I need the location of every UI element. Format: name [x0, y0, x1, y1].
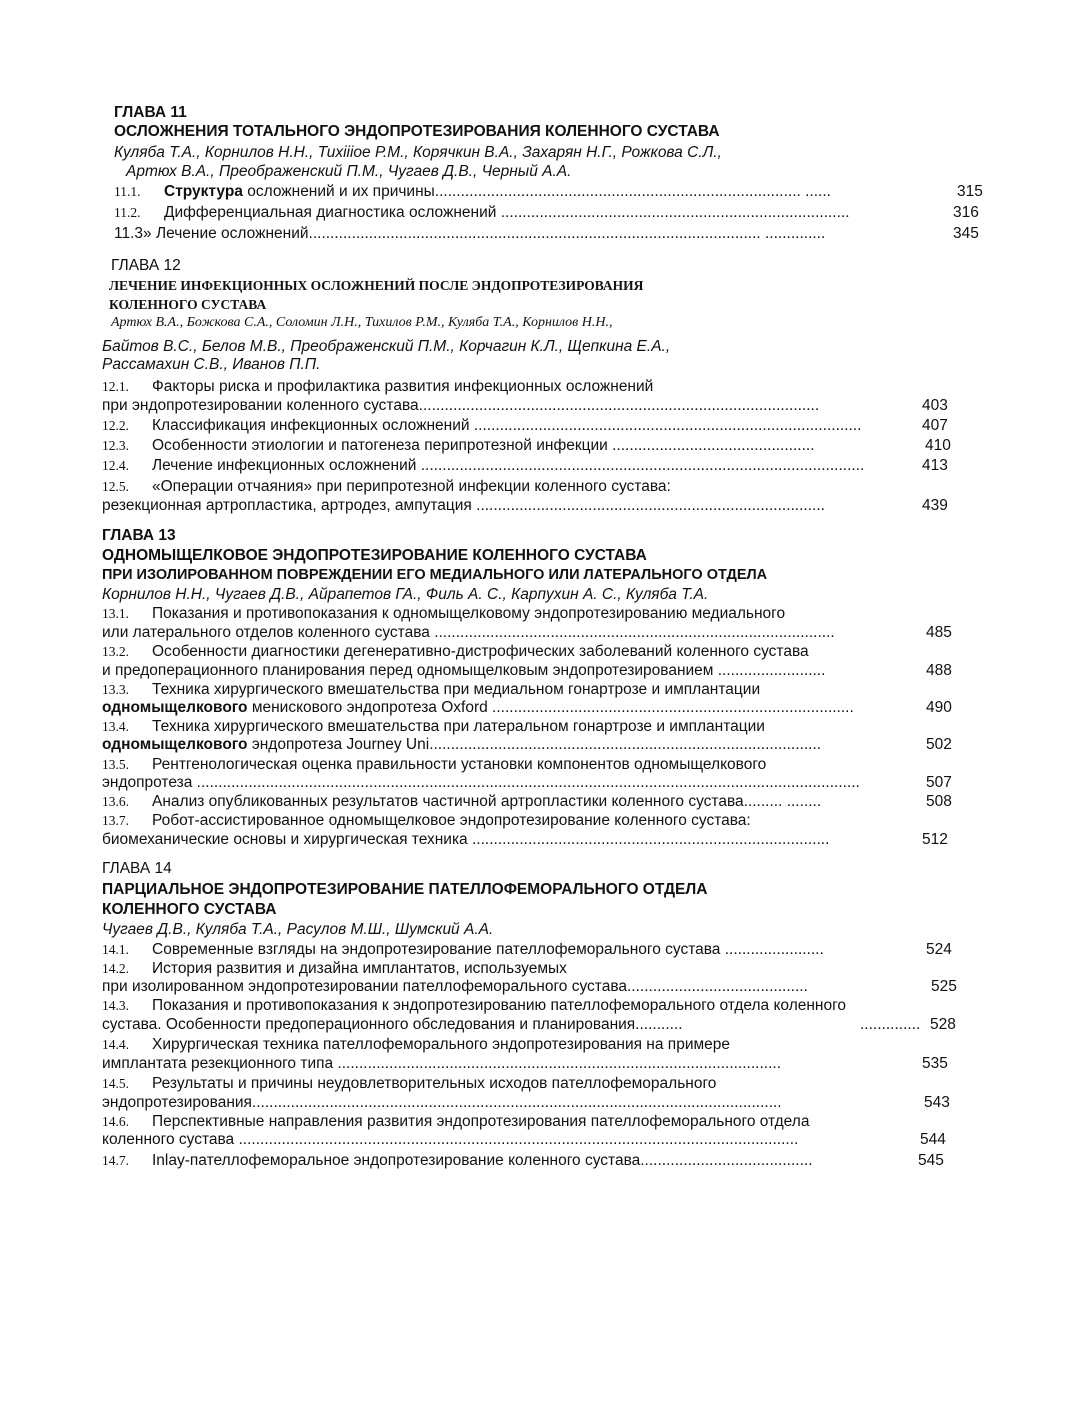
toc-entry-13-7 [102, 811, 751, 830]
chapter-14-label: ГЛАВА 14 [102, 860, 172, 877]
toc-page-11-3: 345 [953, 225, 979, 242]
toc-entry-14-5 [102, 1074, 716, 1093]
entry-bold-text: одномыщелкового [102, 699, 248, 716]
toc-entry-13-7-cont: биомеханические основы и хирургическая техника ................................................................................... [102, 831, 830, 848]
toc-entry-14-2 [102, 959, 567, 978]
entry-number: 13.6. [102, 794, 129, 809]
entry-number: 12.1. [102, 379, 129, 394]
entry-number: 12.3. [102, 438, 129, 453]
entry-text: Лечение инфекционных осложнений ....................................................................................................... [152, 457, 865, 474]
toc-page-14-2: 525 [931, 978, 957, 995]
toc-entry-13-2 [102, 642, 809, 661]
toc-entry-12-3 [102, 436, 815, 455]
entry-text: Рентгенологическая оценка правильности установки компонентов одномыщелкового [152, 756, 767, 773]
toc-entry-13-2-cont: и предоперационного планирования перед одномыщелковым эндопротезированием ......................... [102, 662, 826, 679]
chapter-12-authors-line-3: Рассамахин С.В., Иванов П.П. [102, 356, 321, 373]
toc-page-12-4: 413 [922, 457, 948, 474]
entry-number: 12.2. [102, 418, 129, 433]
entry-text: «Операции отчаяния» при перипротезной инфекции коленного сустава: [152, 478, 671, 495]
entry-number: 14.6. [102, 1114, 129, 1129]
chapter-12-title-line-1: ЛЕЧЕНИЕ ИНФЕКЦИОННЫХ ОСЛОЖНЕНИЙ ПОСЛЕ ЭНДОПРОТЕЗИРОВАНИЯ [109, 278, 644, 293]
toc-entry-13-1 [102, 604, 785, 623]
entry-text: Факторы риска и профилактика развития инфекционных осложнений [152, 378, 654, 395]
toc-entry-13-6 [102, 792, 821, 811]
entry-text: Дифференциальная диагностика осложнений ................................................................................. [164, 204, 850, 221]
toc-page-11-1: 315 [957, 183, 983, 200]
entry-bold-text: одномыщелкового [102, 736, 248, 753]
entry-text: осложнений и их причины..................................................................................... ...... [242, 183, 831, 200]
chapter-11-title: ОСЛОЖНЕНИЯ ТОТАЛЬНОГО ЭНДОПРОТЕЗИРОВАНИЯ КОЛЕННОГО СУСТАВА [114, 123, 720, 140]
chapter-13-label: ГЛАВА 13 [102, 527, 176, 544]
entry-number: 14.5. [102, 1076, 129, 1091]
entry-text: История развития и дизайна имплантатов, используемых [152, 960, 567, 977]
entry-text: Техника хирургического вмешательства при медиальном гонартрозе и имплантации [152, 681, 761, 698]
toc-entry-11-1 [114, 182, 831, 201]
entry-bold-text: Структура [164, 183, 243, 200]
entry-number: 13.7. [102, 813, 129, 828]
toc-entry-13-3 [102, 680, 760, 699]
toc-page-14-1: 524 [926, 941, 952, 958]
toc-page-13-2: 488 [926, 662, 952, 679]
toc-entry-14-6 [102, 1112, 809, 1131]
toc-page-14-6: 544 [920, 1131, 946, 1148]
entry-text: Показания и противопоказания к одномыщелковому эндопротезированию медиального [152, 605, 786, 622]
chapter-12-title-line-2: КОЛЕННОГО СУСТАВА [109, 297, 267, 312]
toc-entry-14-1 [102, 940, 824, 959]
toc-entry-13-3-cont [102, 698, 854, 717]
toc-entry-13-1-cont: или латерального отделов коленного сустава ............................................................................................. [102, 624, 835, 641]
toc-entry-14-3-cont: сустава. Особенности предоперационного обследования и планирования........... [102, 1016, 683, 1033]
entry-text: Особенности этиологии и патогенеза перипротезной инфекции ............................................... [152, 437, 815, 454]
entry-number: 14.4. [102, 1037, 129, 1052]
toc-page-13-1: 485 [926, 624, 952, 641]
chapter-14-authors: Чугаев Д.В., Куляба Т.А., Расулов М.Ш., Шумский А.А. [102, 921, 494, 938]
entry-text: Inlay-пателлофеморальное эндопротезирование коленного сустава........................................ [152, 1152, 813, 1169]
chapter-11-label: ГЛАВА 11 [114, 104, 187, 121]
toc-page-12-3: 410 [925, 437, 951, 454]
entry-text: Анализ опубликованных результатов частичной артропластики коленного сустава......... ........ [152, 793, 822, 810]
entry-number: 13.5. [102, 757, 129, 772]
chapter-14-title-line-2: КОЛЕННОГО СУСТАВА [102, 901, 277, 918]
toc-entry-12-1-cont: при эндопротезировании коленного сустава............................................................................................. [102, 397, 820, 414]
entry-number: 13.2. [102, 644, 129, 659]
toc-entry-12-2 [102, 416, 861, 435]
toc-page-12-2: 407 [922, 417, 948, 434]
chapter-14-title-line-1: ПАРЦИАЛЬНОЕ ЭНДОПРОТЕЗИРОВАНИЕ ПАТЕЛЛОФЕМОРАЛЬНОГО ОТДЕЛА [102, 881, 708, 898]
toc-entry-14-4-cont: имплантата резекционного типа ....................................................................................................... [102, 1055, 781, 1072]
entry-number: 13.4. [102, 719, 129, 734]
toc-entry-12-1 [102, 377, 653, 396]
chapter-11-authors-line-1: Куляба Т.А., Корнилов Н.Н., Тихiiiое Р.М., Корячкин В.А., Захарян Н.Г., Рожкова С.Л., [114, 144, 722, 161]
entry-text: Классификация инфекционных осложнений .......................................................................................... [152, 417, 862, 434]
toc-page-14-3: 528 [930, 1016, 956, 1033]
entry-number: 14.7. [102, 1153, 129, 1168]
toc-page-13-7: 512 [922, 831, 948, 848]
entry-text: Особенности диагностики дегенеративно-дистрофических заболеваний коленного сустава [152, 643, 809, 660]
toc-page-14-4: 535 [922, 1055, 948, 1072]
toc-page-14-5: 543 [924, 1094, 950, 1111]
toc-page-12-1: 403 [922, 397, 948, 414]
entry-number: 14.3. [102, 998, 129, 1013]
toc-entry-11-3: 11.3» Лечение осложнений......................................................................................................... .............. [114, 225, 826, 242]
toc-entry-13-5 [102, 755, 766, 774]
entry-text: Результаты и причины неудовлетворительных исходов пателлофеморального [152, 1075, 717, 1092]
entry-text: эндопротеза Journey Uni........................................................................................... [247, 736, 822, 753]
entry-text: Современные взгляды на эндопротезирование пателлофеморального сустава ....................... [152, 941, 824, 958]
toc-page-14-7: 545 [918, 1152, 944, 1169]
toc-entry-12-5 [102, 477, 671, 496]
chapter-13-authors: Корнилов Н.Н., Чугаев Д.В., Айрапетов ГА., Филь А. С., Карпухин А. С., Куляба Т.А. [102, 586, 709, 603]
entry-number: 14.1. [102, 942, 129, 957]
entry-number: 14.2. [102, 961, 129, 976]
toc-page-13-4: 502 [926, 736, 952, 753]
toc-entry-14-3-leader: .............. [860, 1016, 921, 1033]
chapter-13-title-line-2: ПРИ ИЗОЛИРОВАННОМ ПОВРЕЖДЕНИИ ЕГО МЕДИАЛЬНОГО ИЛИ ЛАТЕРАЛЬНОГО ОТДЕЛА [102, 567, 768, 583]
chapter-12-label: ГЛАВА 12 [111, 257, 181, 274]
entry-text: менискового эндопротеза Oxford .................................................................................... [247, 699, 854, 716]
entry-text: Показания и противопоказания к эндопротезированию пателлофеморального отдела коленного [152, 997, 847, 1014]
toc-page-11-2: 316 [953, 204, 979, 221]
toc-entry-13-4 [102, 717, 765, 736]
toc-entry-14-2-cont: при изолированном эндопротезировании пателлофеморального сустава.......................................... [102, 978, 808, 995]
toc-entry-14-7 [102, 1151, 813, 1170]
toc-page-13-5: 507 [926, 774, 952, 791]
chapter-13-title-line-1: ОДНОМЫЩЕЛКОВОЕ ЭНДОПРОТЕЗИРОВАНИЕ КОЛЕННОГО СУСТАВА [102, 547, 647, 564]
toc-entry-14-5-cont: эндопротезирования........................................................................................................................... [102, 1094, 782, 1111]
chapter-11-authors-line-2: Артюх В.А., Преображенский П.М., Чугаев Д.В., Черный А.А. [126, 163, 572, 180]
toc-entry-12-5-cont: резекционная артропластика, артродез, ампутация ................................................................................. [102, 497, 825, 514]
toc-entry-14-3 [102, 996, 846, 1015]
toc-page-13-6: 508 [926, 793, 952, 810]
entry-number: 12.5. [102, 479, 129, 494]
entry-number: 13.3. [102, 682, 129, 697]
toc-entry-13-4-cont [102, 735, 821, 754]
toc-entry-12-4 [102, 456, 864, 475]
toc-entry-11-2 [114, 203, 850, 222]
toc-page-12-5: 439 [922, 497, 948, 514]
entry-number: 11.1. [114, 184, 141, 199]
entry-text: Робот-ассистированное одномыщелковое эндопротезирование коленного сустава: [152, 812, 751, 829]
entry-text: Техника хирургического вмешательства при латеральном гонартрозе и имплантации [152, 718, 765, 735]
chapter-12-authors-line-2: Байтов В.С., Белов М.В., Преображенский П.М., Корчагин К.Л., Щепкина Е.А., [102, 338, 671, 355]
entry-number: 13.1. [102, 606, 129, 621]
chapter-12-authors-line-1: Артюх В.А., Божкова С.А., Соломин Л.Н., Тихилов Р.М., Куляба Т.А., Корнилов Н.Н., [111, 315, 613, 330]
toc-entry-14-4 [102, 1035, 730, 1054]
toc-page-13-3: 490 [926, 699, 952, 716]
toc-entry-13-5-cont: эндопротеза .......................................................................................................................................................... [102, 774, 860, 791]
entry-number: 12.4. [102, 458, 129, 473]
entry-number: 11.2. [114, 205, 141, 220]
entry-text: Хирургическая техника пателлофеморального эндопротезирования на примере [152, 1036, 730, 1053]
toc-entry-14-6-cont: коленного сустава .................................................................................................................................. [102, 1131, 799, 1148]
entry-text: Перспективные направления развития эндопротезирования пателлофеморального отдела [152, 1113, 810, 1130]
